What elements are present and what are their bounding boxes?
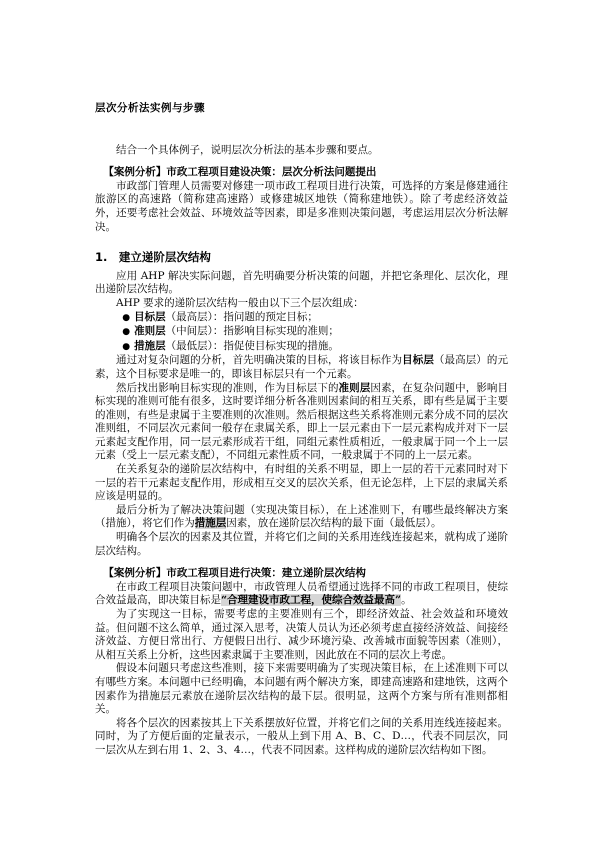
para bbox=[95, 270, 508, 297]
text-segment: AHP 要求的递阶层次结构一般由以下三个层次组成： bbox=[116, 296, 364, 309]
para bbox=[95, 608, 508, 662]
case-heading bbox=[95, 166, 508, 180]
para bbox=[95, 463, 508, 504]
text-segment: 措施层 bbox=[134, 339, 166, 352]
text-segment: 在市政工程项目决策问题中，市政管理人员希望通过选择不同的市政工程项目，使综合效益最高，即决策目标是 bbox=[95, 580, 508, 607]
numbered-heading bbox=[95, 251, 508, 265]
text-segment: 【案例分析】市政工程项目建设决策：层次分析法问题提出 bbox=[103, 166, 377, 179]
para bbox=[95, 180, 508, 234]
text-segment: （最高层）：指问题的预定目标； bbox=[165, 310, 318, 323]
bullet-icon: ● bbox=[122, 327, 131, 338]
para bbox=[95, 504, 508, 531]
text-segment: （最低层）：指促使目标实现的措施。 bbox=[165, 339, 339, 352]
text-segment: 因素，放在递阶层次结构的最下面（最低层）。 bbox=[226, 517, 442, 530]
case-heading bbox=[95, 567, 508, 581]
para bbox=[95, 354, 508, 381]
bullet bbox=[95, 340, 508, 355]
text-segment: 层次分析法实例与步骤 bbox=[95, 102, 205, 114]
para bbox=[95, 581, 508, 608]
text-segment: 1. 建立递阶层次结构 bbox=[95, 250, 211, 265]
text-segment: 因素，在复杂问题中，影响目标实现的准则可能有很多，这时要详细分析各准则因素间的相互关系，即有些是属于主要的准则，有些是隶属于主要准则的次准则。然后根据这些关系将准则元素分成不同的层次准则组，不同层次元素间一般存在隶属关系，即上一层元素由下一层元素构成并对下一层元素起支配作用，同一层元素形成若干组，同组元素性质相近，一般隶属于同一个上一层元素（受上一层元素支配），不同组元素性质不同，一般隶属于不同的上一层元素。 bbox=[95, 381, 509, 462]
text-segment: 假设本问题只考虑这些准则，接下来需要明确为了实现决策目标，在上述准则下可以有哪些方案。本问题中已经明确，本问题有两个解决方案，即建高速路和建地铁，这两个因素作为措施层元素放在递阶层次结构的最下层。很明显，这两个方案与所有准则都相关。 bbox=[95, 662, 508, 716]
text-segment: （中间层）：指影响目标实现的准则； bbox=[165, 325, 339, 338]
document-content bbox=[95, 102, 508, 758]
text-segment: 在关系复杂的递阶层次结构中，有时组的关系不明显，即上一层的若干元素同时对下一层的若干元素起支配作用，形成相互交叉的层次关系，但无论怎样，上下层的隶属关系应该是明显的。 bbox=[95, 463, 508, 503]
text-segment: 。 bbox=[401, 594, 412, 607]
text-segment: 应用 AHP 解决实际问题，首先明确要分析决策的问题，并把它条理化、层次化，理出递阶层次结构。 bbox=[95, 269, 508, 296]
text-segment: 然后找出影响目标实现的准则，作为目标层下的 bbox=[116, 381, 339, 394]
text-segment: “合理建设市政工程，使综合效益最高” bbox=[221, 594, 402, 607]
para bbox=[95, 144, 508, 158]
para bbox=[95, 662, 508, 716]
text-segment: 准则层 bbox=[134, 325, 166, 338]
text-segment: 措施层 bbox=[194, 517, 227, 530]
text-segment: 【案例分析】市政工程项目进行决策：建立递阶层次结构 bbox=[103, 567, 366, 580]
bullet-icon: ● bbox=[122, 312, 131, 323]
text-segment: 市政部门管理人员需要对修建一项市政工程项目进行决策，可选择的方案是修建通往旅游区的高速路（简称建高速路）或修建城区地铁（简称建地铁）。除了考虑经济效益外，还要考虑社会效益、环境效益等因素，即是多准则决策问题，考虑运用层次分析法解决。 bbox=[95, 179, 508, 233]
text-segment: 将各个层次的因素按其上下关系摆放好位置，并将它们之间的关系用连线连接起来。同时，为了方便后面的定量表示，一般从上到下用 A、B、C、D…，代表不同层次，同一层次从左到右用 1、2、3、4…，代表不同因素。这样构成的递阶层次结构如下图。 bbox=[95, 716, 508, 756]
text-segment: 明确各个层次的因素及其位置，并将它们之间的关系用连线连接起来，就构成了递阶层次结构。 bbox=[95, 531, 508, 557]
para bbox=[95, 717, 508, 758]
text-segment: 通过对复杂问题的分析，首先明确决策的目标，将该目标作为 bbox=[116, 354, 403, 367]
bullet bbox=[95, 311, 508, 326]
text-segment: 准则层 bbox=[338, 381, 371, 394]
text-segment: （最高层）的元素，这个目标要求是唯一的，即该目标层只有一个元素。 bbox=[95, 354, 509, 380]
bullet bbox=[95, 325, 508, 340]
para bbox=[95, 531, 508, 558]
para bbox=[95, 382, 508, 464]
doc-title bbox=[95, 102, 508, 116]
para bbox=[95, 297, 508, 311]
text-segment: 目标层 bbox=[134, 310, 166, 323]
text-segment: 结合一个具体例子，说明层次分析法的基本步骤和要点。 bbox=[116, 143, 379, 156]
text-segment: 最后分析为了解决决策问题（实现决策目标），在上述准则下，有哪些最终解决方案（措施），将它们作为 bbox=[95, 503, 508, 530]
bullet-icon: ● bbox=[122, 341, 131, 352]
text-segment: 目标层 bbox=[402, 354, 434, 367]
text-segment: 为了实现这一目标，需要考虑的主要准则有三个，即经济效益、社会效益和环境效益。但问题不这么简单，通过深入思考，决策人员认为还必须考虑直接经济效益、间接经济效益、方便日常出行、方便假日出行、减少环境污染、改善城市面貌等因素（准则），从相互关系上分析，这些因素隶属于主要准则，因此放在不同的层次上考虑。 bbox=[95, 608, 508, 661]
